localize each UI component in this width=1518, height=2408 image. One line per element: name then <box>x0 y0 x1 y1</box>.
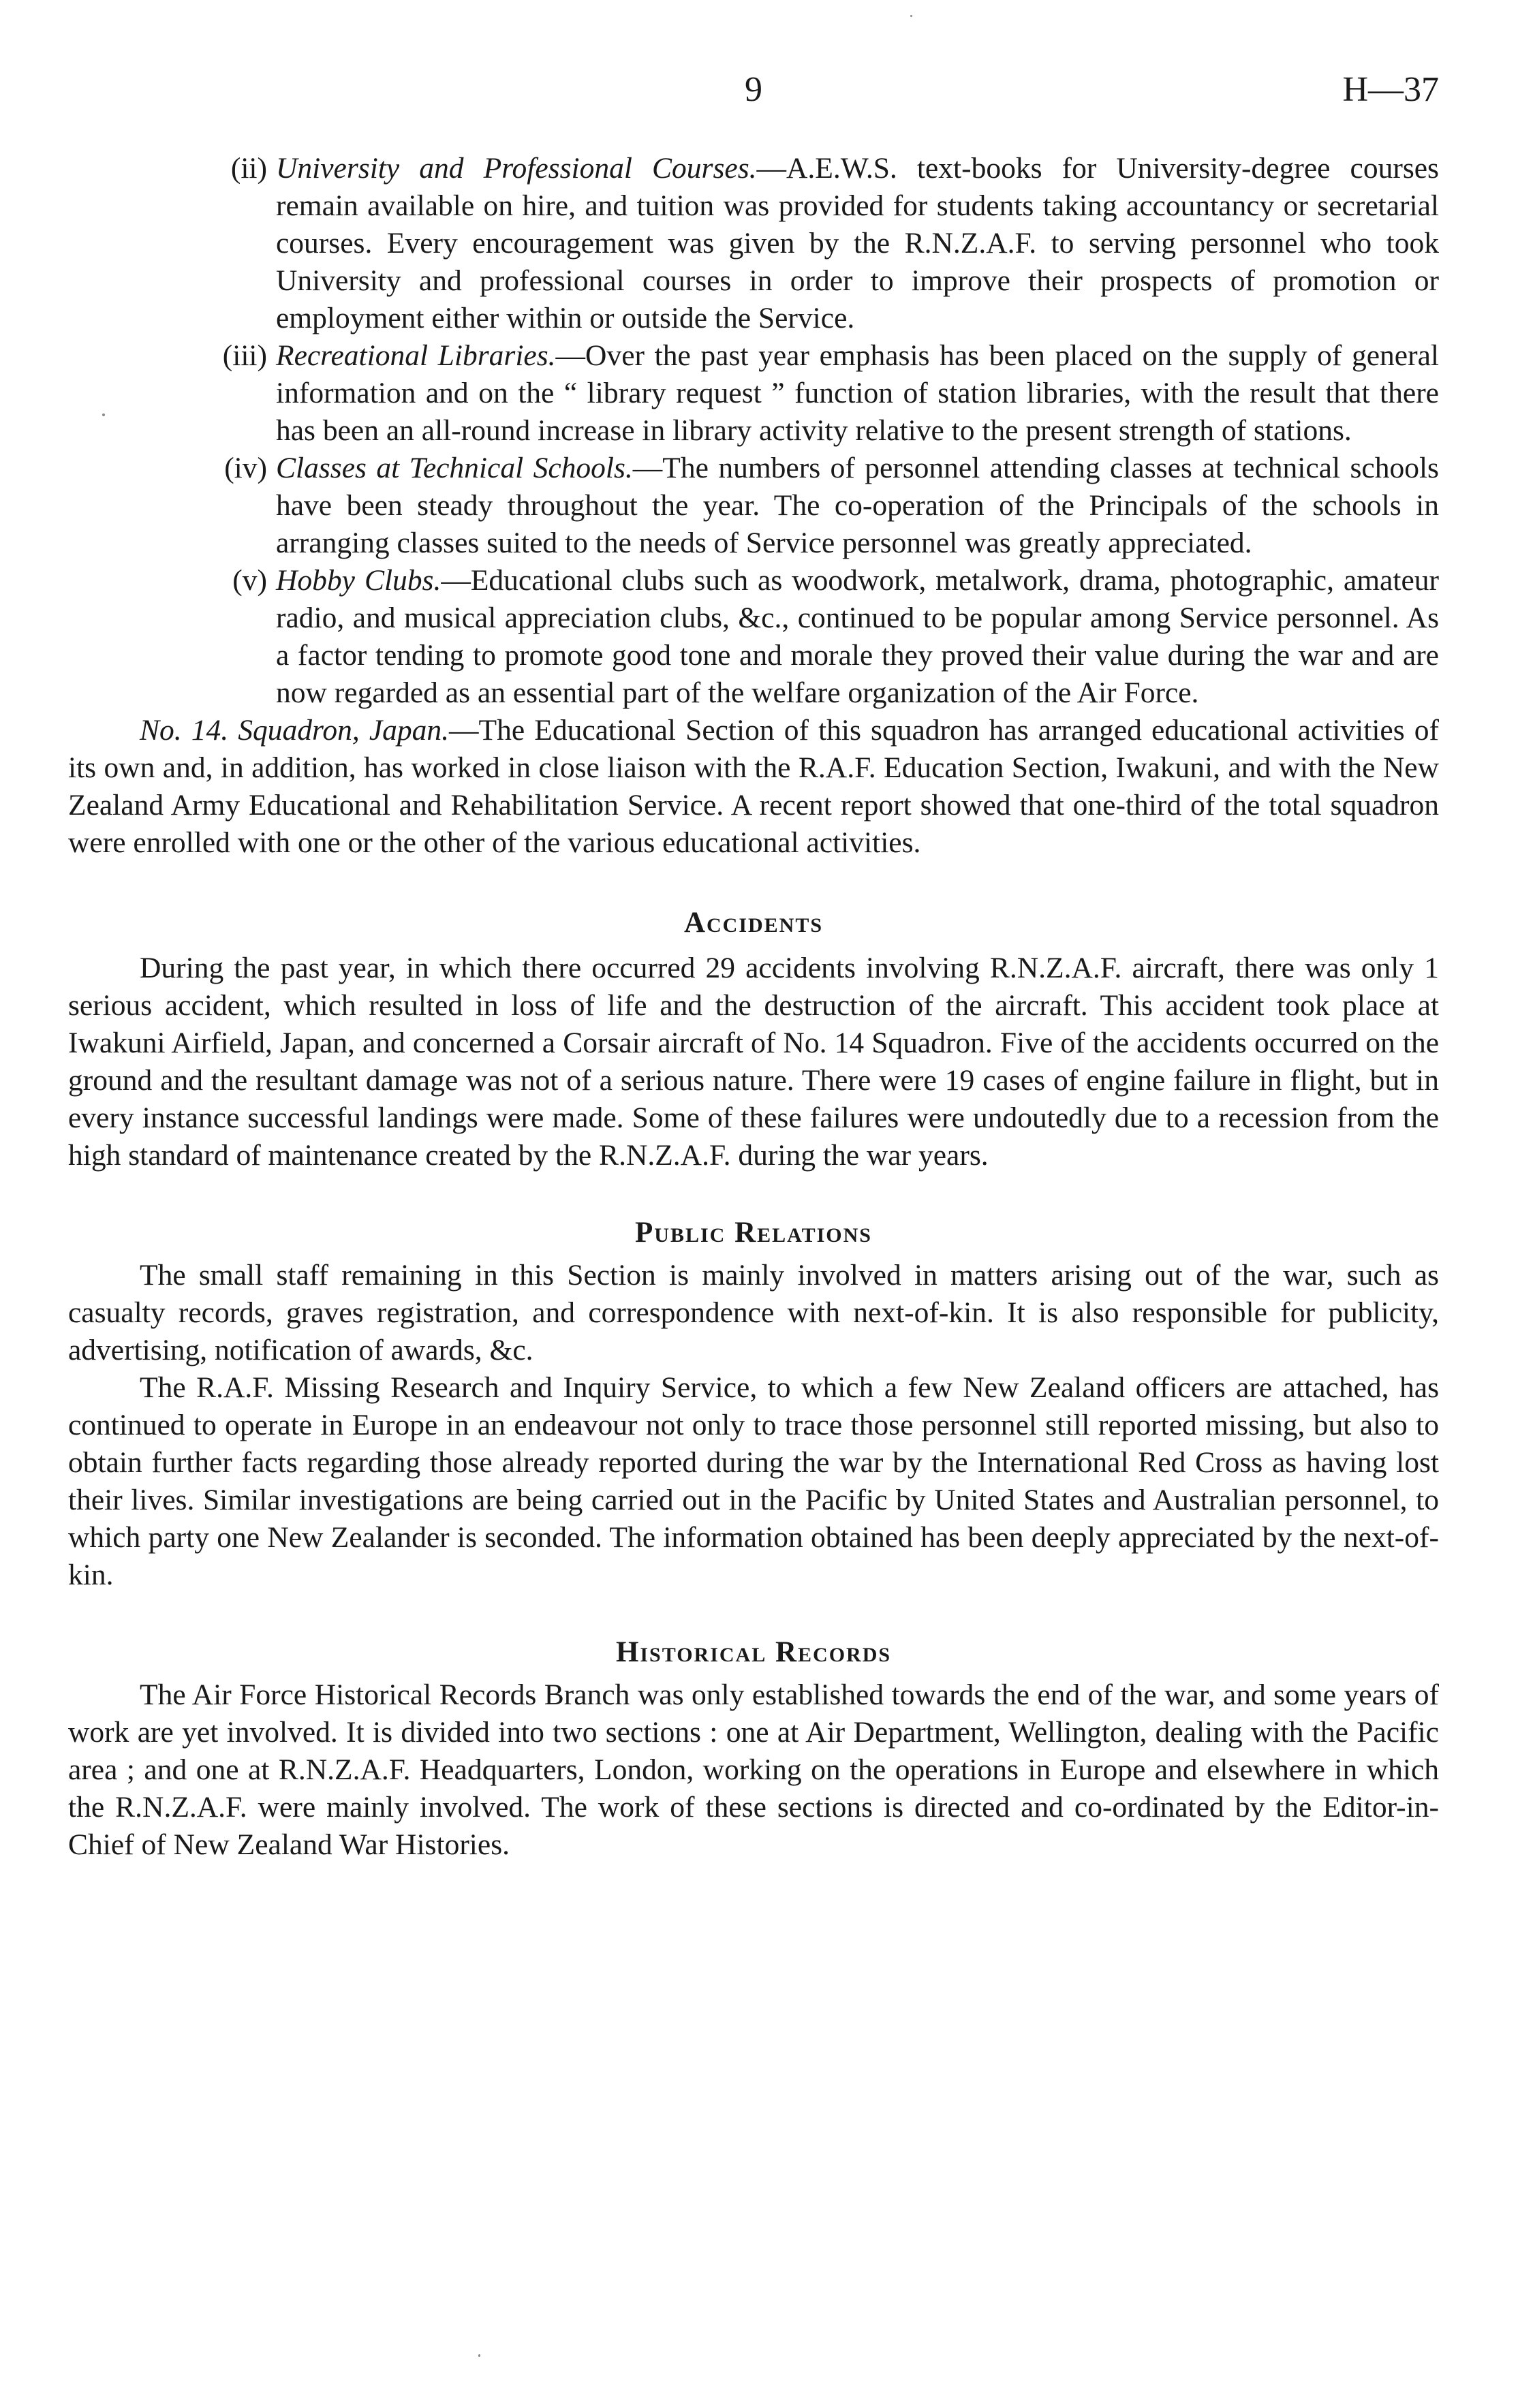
item-text: —Over the past year emphasis has been placed on the supply of general information and on the “ library request ” function of station libraries, with the result that there has been an all-round increase in library activity relative to the present strength of stations. <box>276 339 1439 447</box>
list-item <box>68 150 1439 337</box>
item-title: Classes at Technical Schools. <box>276 452 633 484</box>
item-text: —A.E.W.S. text-books for University-degree courses remain available on hire, and tuition was provided for students taking accountancy or secretarial courses. Every encouragement was given by the R.N.Z.A.F. to serving personnel who took University and professional courses in order to improve their prospects of promotion or employment either within or outside the Service. <box>276 152 1439 334</box>
section-heading-accidents: Accidents <box>683 907 824 939</box>
document-reference: H—37 <box>1342 70 1439 109</box>
item-title: University and Professional Courses. <box>276 152 757 185</box>
item-title: Hobby Clubs. <box>276 564 442 597</box>
scan-speck <box>478 2354 480 2357</box>
scan-speck <box>102 413 105 416</box>
item-text: —Educational clubs such as woodwork, metalwork, drama, photographic, amateur radio, and musical appreciation clubs, &c., continued to be popular among Service personnel. As a factor tending to promote good tone and morale they proved their value during the war and are now regarded as an essential part of the welfare organization of the Air Force. <box>276 564 1439 709</box>
squadron-text: —The Educational Section of this squadron has arranged educational activities of its own and, in addition, has worked in close liaison with the R.A.F. Education Section, Iwakuni, and with the New Zealand Army Educational and Rehabilitation Service. A recent report showed that one-third of the total squadron were enrolled with one or the other of the various educational activities. <box>68 714 1439 859</box>
list-item <box>68 562 1439 712</box>
document-body <box>68 150 1439 1864</box>
item-number: (ii) <box>230 152 267 185</box>
item-number: (v) <box>232 564 267 597</box>
document-page <box>68 0 1439 2408</box>
squadron-paragraph <box>68 712 1439 862</box>
page-header <box>68 69 1439 117</box>
item-number: (iv) <box>224 452 267 484</box>
list-item <box>68 450 1439 562</box>
list-item <box>68 337 1439 450</box>
scan-speck <box>910 15 912 17</box>
accidents-paragraph: During the past year, in which there occurred 29 accidents involving R.N.Z.A.F. aircraft, there was only 1 serious accident, which resulted in loss of life and the destruction of the aircraft. This accident took place at Iwakuni Airfield, Japan, and concerned a Corsair aircraft of No. 14 Squadron. Five of the accidents occurred on the ground and the resultant damage was not of a serious nature. There were 19 cases of engine failure in flight, but in every instance successful landings were made. Some of these failures were undoutedly due to a recession from the high standard of maintenance created by the R.N.Z.A.F. during the war years. <box>68 952 1439 1172</box>
public-relations-paragraph: The R.A.F. Missing Research and Inquiry Service, to which a few New Zealand officers are attached, has continued to operate in Europe in an endeavour not only to trace those personnel still reported missing, but also to obtain further facts regarding those already reported during the war by the International Red Cross as having lost their lives. Similar investigations are being carried out in the Pacific by United States and Australian personnel, to which party one New Zealander is seconded. The information obtained has been deeply appreciated by the next-of-kin. <box>68 1371 1439 1591</box>
section-heading-public-relations: Public Relations <box>635 1217 872 1249</box>
public-relations-paragraph: The small staff remaining in this Section is mainly involved in matters arising out of the war, such as casualty records, graves registration, and correspondence with next-of-kin. It is also responsible for publicity, advertising, notification of awards, &c. <box>68 1259 1439 1366</box>
page-number: 9 <box>745 70 762 109</box>
item-title: Recreational Libraries. <box>276 339 556 372</box>
squadron-title: No. 14. Squadron, Japan. <box>140 714 449 747</box>
section-heading-historical-records: Historical Records <box>615 1636 892 1668</box>
historical-records-paragraph: The Air Force Historical Records Branch was only established towards the end of the war, and some years of work are yet involved. It is divided into two sections : one at Air Department, Wellington, dealing with the Pacific area ; and one at R.N.Z.A.F. Headquarters, London, working on the operations in Europe and elsewhere in which the R.N.Z.A.F. were mainly involved. The work of these sections is directed and co-ordinated by the Editor-in-Chief of New Zealand War Histories. <box>68 1678 1439 1861</box>
item-text: —The numbers of personnel attending classes at technical schools have been steady throughout the year. The co-operation of the Principals of the schools in arranging classes suited to the needs of Service personnel was greatly appreciated. <box>276 452 1439 559</box>
item-number: (iii) <box>222 339 267 372</box>
